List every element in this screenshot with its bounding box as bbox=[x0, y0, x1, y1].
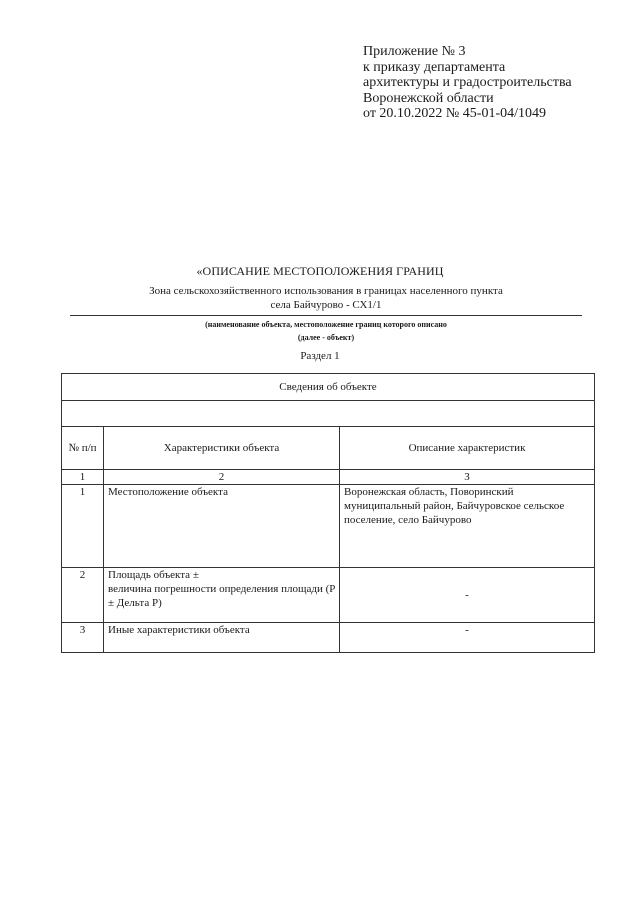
row-description: - bbox=[340, 568, 595, 623]
table-header-row bbox=[62, 427, 595, 470]
colnum-cell: 3 bbox=[340, 470, 595, 485]
underline-rule bbox=[70, 315, 582, 316]
table-row bbox=[62, 568, 595, 623]
object-info-table bbox=[61, 373, 595, 653]
table-colnum-row bbox=[62, 470, 595, 485]
colnum-cell: 2 bbox=[104, 470, 340, 485]
row-characteristic: Местоположение объекта bbox=[104, 485, 340, 568]
row-description: Воронежская область, Поворинский муниципальный район, Байчуровское сельское поселение, село Байчурово bbox=[340, 485, 595, 568]
characteristic-line: Площадь объекта ± bbox=[108, 569, 199, 581]
note-line: (наименование объекта, местоположение границ которого описано bbox=[205, 320, 447, 329]
note-line: (далее - объект) bbox=[297, 333, 355, 342]
appendix-line: Воронежской области bbox=[363, 90, 494, 106]
appendix-line: Приложение № 3 bbox=[363, 44, 466, 59]
row-characteristic bbox=[104, 568, 340, 623]
appendix-header bbox=[363, 44, 572, 122]
colnum-cell: 1 bbox=[62, 470, 104, 485]
table-row bbox=[62, 623, 595, 653]
appendix-line: от 20.10.2022 № 45-01-04/1049 bbox=[363, 106, 547, 121]
header-characteristics: Характеристики объекта bbox=[104, 427, 340, 470]
table-caption-row bbox=[62, 374, 595, 401]
object-name-note bbox=[70, 318, 582, 344]
section-heading: Раздел 1 bbox=[300, 350, 340, 362]
table-empty-row bbox=[62, 401, 595, 427]
empty-cell bbox=[62, 401, 595, 427]
header-description: Описание характеристик bbox=[340, 427, 595, 470]
document-title: «ОПИСАНИЕ МЕСТОПОЛОЖЕНИЯ ГРАНИЦ bbox=[196, 264, 444, 278]
table-caption: Сведения об объекте bbox=[62, 374, 595, 401]
object-name bbox=[70, 284, 582, 312]
table-row bbox=[62, 485, 595, 568]
row-num: 2 bbox=[62, 568, 104, 623]
header-num: № п/п bbox=[62, 427, 104, 470]
object-name-line: Зона сельскохозяйственного использования в границах населенного пункта bbox=[149, 285, 503, 297]
object-name-line: села Байчурово - СХ1/1 bbox=[270, 299, 382, 311]
row-num: 3 bbox=[62, 623, 104, 653]
row-description: - bbox=[340, 623, 595, 653]
row-characteristic: Иные характеристики объекта bbox=[104, 623, 340, 653]
appendix-line: архитектуры и градостроительства bbox=[363, 75, 572, 90]
appendix-line: к приказу департамента bbox=[363, 59, 506, 75]
characteristic-line: величина погрешности определения площади (P ± Дельта P) bbox=[108, 583, 335, 609]
row-num: 1 bbox=[62, 485, 104, 568]
